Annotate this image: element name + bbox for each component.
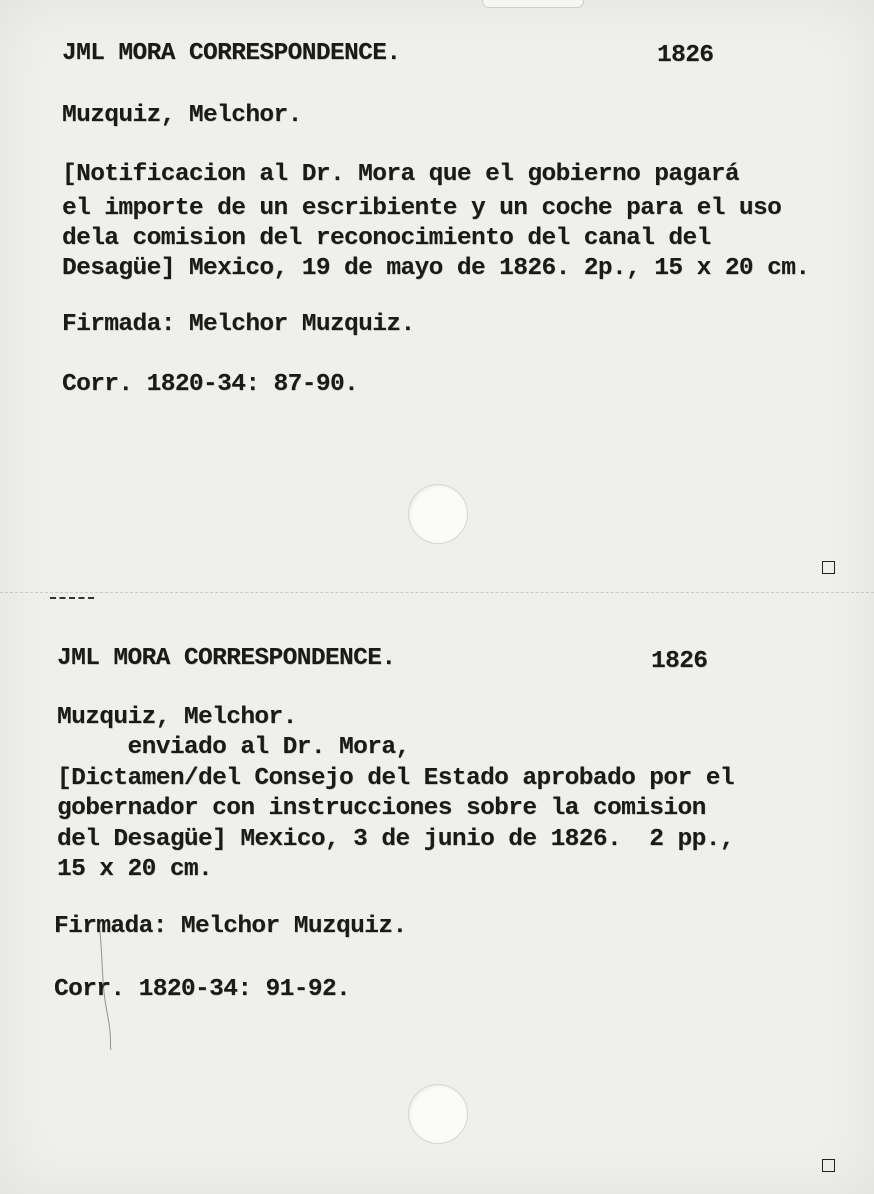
catalog-card-1	[0, 0, 874, 592]
punch-hole	[408, 484, 468, 544]
card-header-year: 1826	[657, 42, 714, 69]
catalog-card-2	[0, 596, 874, 1194]
card-reference: Corr. 1820-34: 91-92.	[54, 976, 351, 1003]
card-signed: Firmada: Melchor Muzquiz.	[62, 311, 415, 338]
checkbox-icon	[822, 561, 835, 574]
card-header-title: JML MORA CORRESPONDENCE.	[62, 40, 401, 67]
card-header-title: JML MORA CORRESPONDENCE.	[57, 645, 396, 672]
card-author: Muzquiz, Melchor.	[57, 704, 297, 731]
card-reference: Corr. 1820-34: 87-90.	[62, 371, 359, 398]
description-line: del Desagüe] Mexico, 3 de junio de 1826. 2 pp.,	[57, 826, 734, 853]
checkbox-icon	[822, 1159, 835, 1172]
card-author: Muzquiz, Melchor.	[62, 102, 302, 129]
description-line: [Notificacion al Dr. Mora que el gobierno pagará	[62, 161, 739, 188]
pencil-mark-icon	[97, 922, 115, 1052]
description-line: gobernador con instrucciones sobre la comision	[57, 795, 706, 822]
description-line: [Dictamen/del Consejo del Estado aprobado por el	[57, 765, 734, 792]
description-line: Desagüe] Mexico, 19 de mayo de 1826. 2p., 15 x 20 cm.	[62, 255, 810, 282]
description-line: 15 x 20 cm.	[57, 856, 213, 883]
description-line: enviado al Dr. Mora,	[57, 734, 410, 761]
punch-hole	[408, 1084, 468, 1144]
card-signed: Firmada: Melchor Muzquiz.	[54, 913, 407, 940]
card-header-year: 1826	[651, 648, 708, 675]
description-line: el importe de un escribiente y un coche para el uso	[62, 195, 782, 222]
card-divider	[0, 592, 874, 593]
description-line: dela comision del reconocimiento del canal del	[62, 225, 711, 252]
